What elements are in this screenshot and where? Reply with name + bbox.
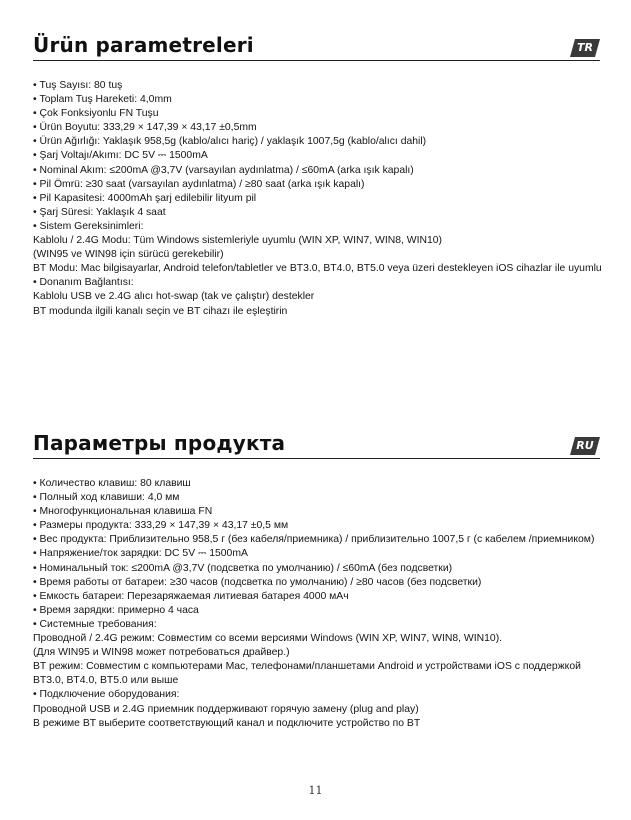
- spec-bullet-item: • Şarj Süresi: Yaklaşık 4 saat: [33, 206, 603, 220]
- section-turkish: [0, 26, 631, 319]
- section-header: [33, 26, 600, 61]
- language-badge-label: TR: [577, 41, 593, 54]
- spec-bullet-item: • Şarj Voltajı/Akımı: DC 5V ⎓ 1500mA: [33, 149, 603, 163]
- spec-bullet-item: • Çok Fonksiyonlu FN Tuşu: [33, 107, 603, 121]
- spec-bullet-item: • Pil Ömrü: ≥30 saat (varsayılan aydınlatma) / ≥80 saat (arka ışık kapalı): [33, 178, 603, 192]
- spec-bullet-item: • Многофункциональная клавиша FN: [33, 505, 603, 519]
- spec-bullet-item: • Pil Kapasitesi: 4000mAh şarj edilebilir lityum pil: [33, 192, 603, 206]
- spec-list: [33, 79, 603, 319]
- spec-bullet-item: • Nominal Akım: ≤200mA @3,7V (varsayılan aydınlatma) / ≤60mA (arka ışık kapalı): [33, 164, 603, 178]
- spec-text-line: В режиме BT выберите соответствующий канал и подключите устройство по BT: [33, 717, 421, 729]
- spec-bullet-item: • Donanım Bağlantısı:: [33, 276, 603, 290]
- spec-bullet-item: • Подключение оборудования:: [33, 688, 603, 702]
- spec-text-line: BT modunda ilgili kanalı seçin ve BT cihazı ile eşleştirin: [33, 305, 288, 317]
- spec-text-line: BT режим: Совместим с компьютерами Mac, телефонами/планшетами Android и устройствами iOS с поддержкой BT3.0, BT4.0, BT5.0 или выше: [33, 661, 581, 687]
- spec-bullet-item: • Размеры продукта: 333,29 × 147,39 × 43,17 ±0,5 мм: [33, 519, 603, 533]
- section-header: [33, 424, 600, 459]
- spec-list: [33, 477, 603, 731]
- page-number: 11: [308, 784, 323, 797]
- section-title: Ürün parametreleri: [33, 33, 254, 57]
- section-title: Параметры продукта: [33, 431, 286, 455]
- spec-bullet-item: • Время работы от батареи: ≥30 часов (подсветка по умолчанию) / ≥80 часов (без подсветки): [33, 576, 603, 590]
- spec-bullet-item: • Напряжение/ток зарядки: DC 5V ⎓ 1500mA: [33, 547, 603, 561]
- spec-bullet-item: • Ürün Ağırlığı: Yaklaşık 958,5g (kablo/alıcı hariç) / yaklaşık 1007,5g (kablo/alıcı dahil): [33, 135, 603, 149]
- spec-text-line: (WIN95 ve WIN98 için sürücü gerekebilir): [33, 249, 224, 261]
- spec-text-line: BT Modu: Mac bilgisayarlar, Android telefon/tabletler ve BT3.0, BT4.0, BT5.0 veya üzeri destekleyen iOS cihazlar ile uyumlu: [33, 263, 602, 275]
- spec-text-line: Проводной / 2.4G режим: Совместим со всеми версиями Windows (WIN XP, WIN7, WIN8, WIN10).: [33, 633, 503, 645]
- spec-bullet-item: • Количество клавиш: 80 клавиш: [33, 477, 603, 491]
- spec-text-line: Kablolu USB ve 2.4G alıcı hot-swap (tak ve çalıştır) destekler: [33, 291, 315, 303]
- language-badge: [570, 39, 600, 57]
- spec-bullet-item: • Полный ход клавиши: 4,0 мм: [33, 491, 603, 505]
- spec-bullet-item: • Емкость батареи: Перезаряжаемая литиевая батарея 4000 мАч: [33, 590, 603, 604]
- language-badge: [570, 437, 600, 455]
- spec-bullet-item: • Вес продукта: Приблизительно 958,5 г (без кабеля/приемника) / приблизительно 1007,5 г (с кабелем /приемником): [33, 533, 603, 547]
- spec-bullet-item: • Номинальный ток: ≤200mA @3,7V (подсветка по умолчанию) / ≤60mA (без подсветки): [33, 562, 603, 576]
- spec-text-line: (Для WIN95 и WIN98 может потребоваться драйвер.): [33, 647, 290, 659]
- spec-bullet-item: • Toplam Tuş Hareketi: 4,0mm: [33, 93, 603, 107]
- spec-bullet-item: • Ürün Boyutu: 333,29 × 147,39 × 43,17 ±0,5mm: [33, 121, 603, 135]
- spec-bullet-item: • Tuş Sayısı: 80 tuş: [33, 79, 603, 93]
- spec-bullet-item: • Время зарядки: примерно 4 часа: [33, 604, 603, 618]
- section-russian: [0, 424, 631, 731]
- spec-bullet-item: • Sistem Gereksinimleri:: [33, 220, 603, 234]
- spec-text-line: Kablolu / 2.4G Modu: Tüm Windows sistemleriyle uyumlu (WIN XP, WIN7, WIN8, WIN10): [33, 235, 443, 247]
- spec-text-line: Проводной USB и 2.4G приемник поддерживают горячую замену (plug and play): [33, 703, 419, 715]
- spec-bullet-item: • Системные требования:: [33, 618, 603, 632]
- language-badge-label: RU: [576, 439, 594, 452]
